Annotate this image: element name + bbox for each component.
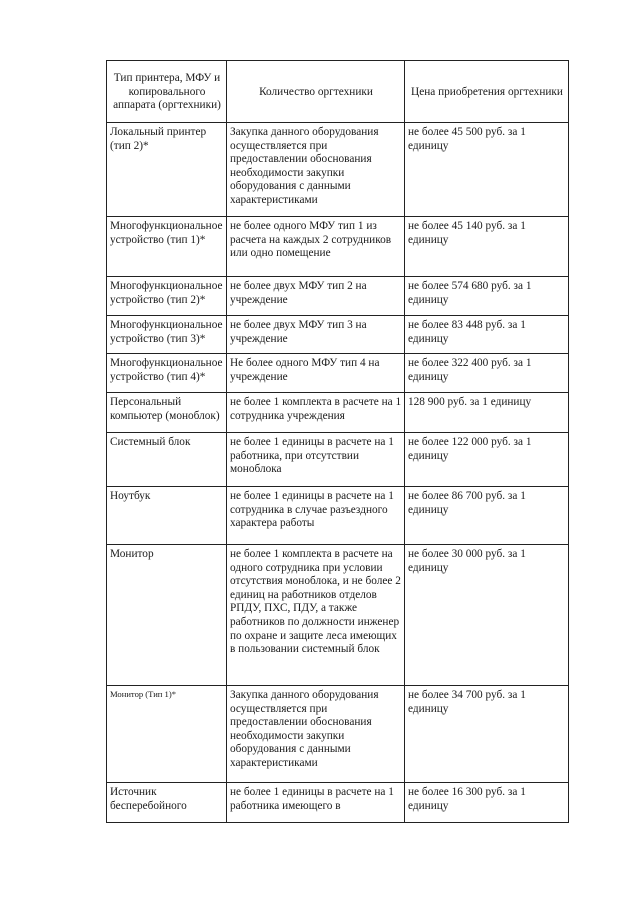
quantity-cell: Не более одного МФУ тип 4 на учреждение — [227, 354, 405, 393]
price-cell: 128 900 руб. за 1 единицу — [405, 393, 569, 433]
table-header-row — [107, 61, 569, 123]
quantity-cell: не более одного МФУ тип 1 из расчета на каждых 2 сотрудников или одно помещение — [227, 217, 405, 277]
equipment-type-cell: Персональный компьютер (моноблок) — [107, 393, 227, 433]
quantity-cell: Закупка данного оборудования осуществляется при предоставлении обоснования необходимости закупки оборудования с данными характеристиками — [227, 686, 405, 783]
equipment-type-cell: Ноутбук — [107, 487, 227, 545]
price-cell: не более 16 300 руб. за 1 единицу — [405, 783, 569, 823]
price-cell: не более 122 000 руб. за 1 единицу — [405, 433, 569, 487]
quantity-cell: не более 1 единицы в расчете на 1 сотрудника в случае разъездного характера работы — [227, 487, 405, 545]
table-row — [107, 123, 569, 217]
equipment-type-cell: Локальный принтер (тип 2)* — [107, 123, 227, 217]
quantity-cell: не более двух МФУ тип 3 на учреждение — [227, 316, 405, 354]
table-row — [107, 277, 569, 316]
price-cell: не более 574 680 руб. за 1 единицу — [405, 277, 569, 316]
equipment-type-cell: Многофункциональное устройство (тип 3)* — [107, 316, 227, 354]
equipment-type-cell: Монитор (Тип 1)* — [107, 686, 227, 783]
table-row — [107, 316, 569, 354]
equipment-type-cell: Монитор — [107, 545, 227, 686]
equipment-type-cell: Многофункциональное устройство (тип 1)* — [107, 217, 227, 277]
equipment-type-cell: Многофункциональное устройство (тип 4)* — [107, 354, 227, 393]
header-quantity: Количество оргтехники — [227, 61, 405, 123]
table-row — [107, 393, 569, 433]
price-cell: не более 30 000 руб. за 1 единицу — [405, 545, 569, 686]
equipment-type-cell: Многофункциональное устройство (тип 2)* — [107, 277, 227, 316]
table-row — [107, 545, 569, 686]
price-cell: не более 86 700 руб. за 1 единицу — [405, 487, 569, 545]
quantity-cell: не более двух МФУ тип 2 на учреждение — [227, 277, 405, 316]
price-cell: не более 83 448 руб. за 1 единицу — [405, 316, 569, 354]
quantity-cell: не более 1 единицы в расчете на 1 работника, при отсутствии моноблока — [227, 433, 405, 487]
table-row — [107, 354, 569, 393]
price-cell: не более 45 140 руб. за 1 единицу — [405, 217, 569, 277]
table-row — [107, 433, 569, 487]
quantity-cell: не более 1 комплекта в расчете на одного сотрудника при условии отсутствия моноблока, и не более 2 единиц на работников отделов РПДУ, ПХС, ПДУ, а также работников по должности инженер по охране и защите леса имеющих в пользовании системный блок — [227, 545, 405, 686]
table-row — [107, 686, 569, 783]
table-row — [107, 217, 569, 277]
equipment-type-cell: Системный блок — [107, 433, 227, 487]
quantity-cell: не более 1 единицы в расчете на 1 работника имеющего в — [227, 783, 405, 823]
price-cell: не более 45 500 руб. за 1 единицу — [405, 123, 569, 217]
header-price: Цена приобретения оргтехники — [405, 61, 569, 123]
header-equipment-type: Тип принтера, МФУ и копировального аппарата (оргтехники) — [107, 61, 227, 123]
equipment-price-table — [106, 60, 569, 823]
table-row — [107, 783, 569, 823]
equipment-type-cell: Источник бесперебойного — [107, 783, 227, 823]
quantity-cell: Закупка данного оборудования осуществляется при предоставлении обоснования необходимости закупки оборудования с данными характеристиками — [227, 123, 405, 217]
price-cell: не более 34 700 руб. за 1 единицу — [405, 686, 569, 783]
price-cell: не более 322 400 руб. за 1 единицу — [405, 354, 569, 393]
table-row — [107, 487, 569, 545]
quantity-cell: не более 1 комплекта в расчете на 1 сотрудника учреждения — [227, 393, 405, 433]
